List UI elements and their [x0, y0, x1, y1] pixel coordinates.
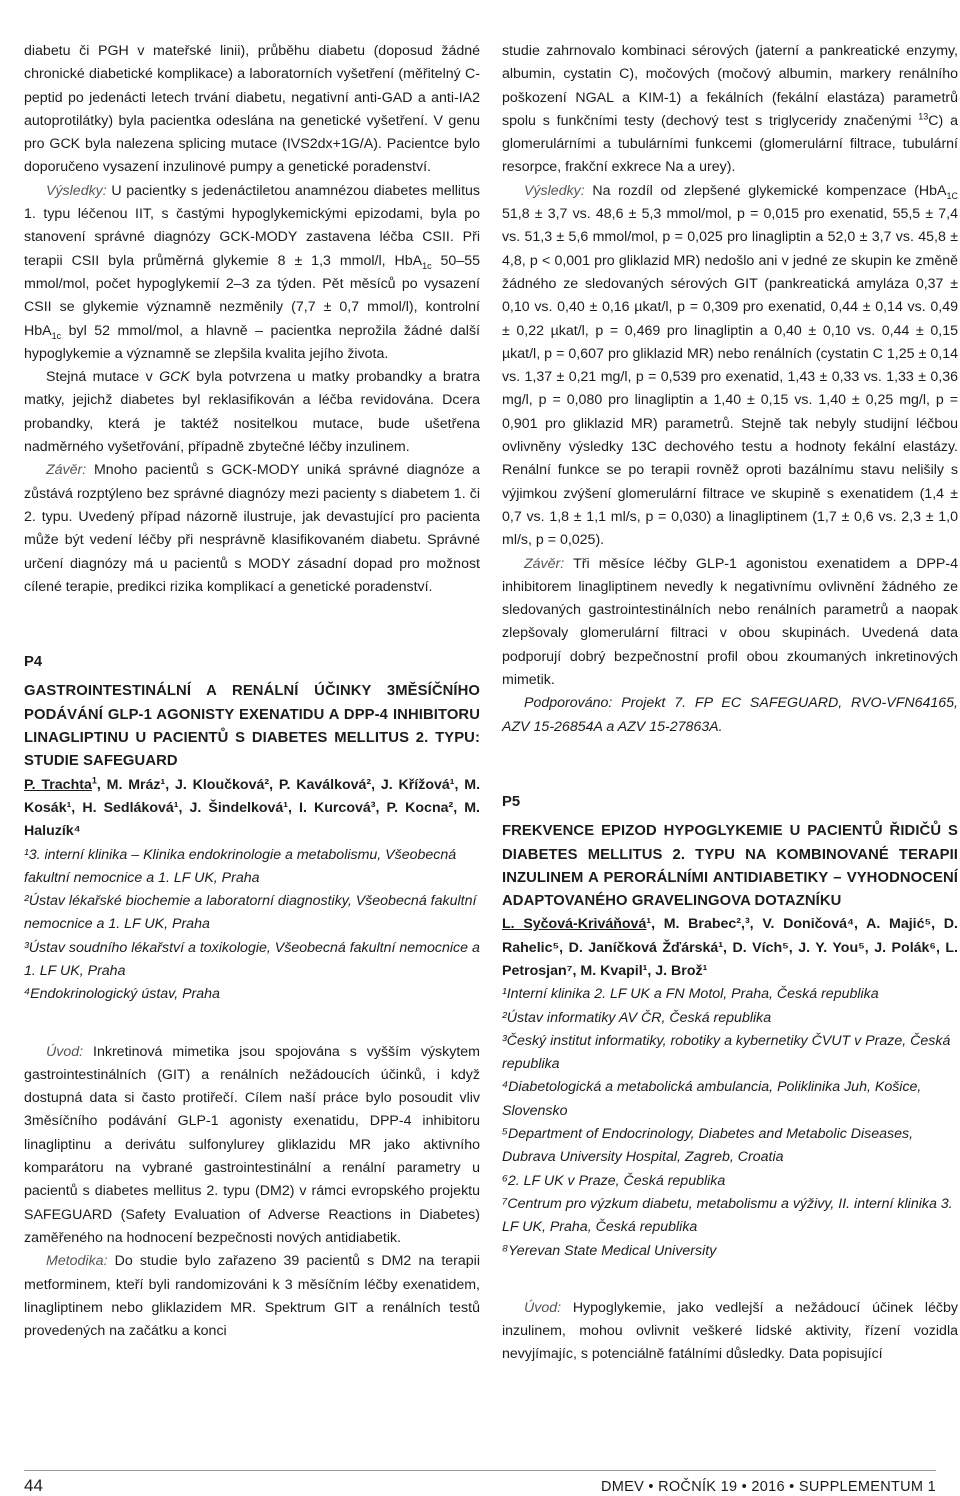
case-report-text: diabetu či PGH v mateřské linii), průběhu diabetu (doposud žádné chronické diabetické komplikace) a laboratorních vyšetření (měřitelný C-peptid po jedenácti letech trvání diabetu, negativní anti-GAD a anti-IA2 autoprotilátky) byla pacientka odeslána na genetické vyšetření. V genu pro GCK byla nalezena splicing mutace (IVS2dx+1G/A). Pacientce bylo doporučeno vysazení inzulinové pumpy a genetické poradenství. — [24, 43, 480, 176]
affiliation: ⁴Diabetologická a metabolická ambulancia, Poliklinika Juh, Košice, Slovensko — [502, 1079, 922, 1119]
footer-divider — [24, 1470, 936, 1471]
methods-label: Metodika: — [46, 1253, 108, 1270]
affiliation: ³Ústav soudního lékařství a toxikologie, Všeobecná fakultní nemocnice a 1. LF UK, Praha — [24, 939, 480, 979]
presenting-author: L. Syčová-Kriváňová — [502, 916, 647, 933]
results-label: Výsledky: — [524, 182, 585, 199]
affiliation: ¹Interní klinika 2. LF UK a FN Motol, Praha, Česká republika — [502, 986, 879, 1003]
methods-paragraph: Metodika: Do studie bylo zařazeno 39 pacientů s DM2 na terapii metforminem, kteří byli randomizováni k 3 měsíčním léčby exenatidem, linagliptinem nebo gliklazidem MR. Spektrum GIT a renálních testů provedených na začátku a konci — [24, 1253, 480, 1340]
introduction-label: Úvod: — [46, 1043, 84, 1060]
funding-note: Podporováno: Projekt 7. FP EC SAFEGUARD, RVO-VFN64165, AZV 15-26854A a AZV 15-27863A. — [502, 695, 958, 735]
abstract-title: FREKVENCE EPIZOD HYPOGLYKEMIE U PACIENTŮ ŘIDIČŮ S DIABETES MELLITUS 2. TYPU NA KOMBINOVANÉ TERAPII INZULINEM A PERORÁLNÍMI ANTIDIABETIKY – VYHODNOCENÍ ADAPTOVANÉHO GRAVELINGOVA DOTAZNÍKU — [502, 823, 958, 910]
introduction-paragraph: Úvod: Inkretinová mimetika jsou spojována s vyšším výskytem gastrointestinálních (GIT) a renálních nežádoucích účinků, i když dostupná data si často protiřečí. Cílem naší práce bylo posoudit vliv 3měsíčního podávání GLP-1 agonisty exenatidu, DPP-4 inhibitoru linagliptinu a derivátu sulfonylurey gliklazidu MR jako aktivního komparátoru na vybrané gastrointestinální a renální parametry u pacientů s diabetes mellitus 2. typu (DM2) v rámci evropského projektu SAFEGUARD (Safety Evaluation of Adverse Reactions in Diabetes) zaměřeného na hodnocení bezpečnosti nových antidiabetik. — [24, 1043, 480, 1246]
abstract-number: P4 — [24, 654, 43, 671]
affiliation: ²Ústav informatiky AV ČR, Česká republika — [502, 1009, 772, 1026]
affiliation: ⁴Endokrinologický ústav, Praha — [24, 986, 220, 1003]
author-list: P. Trachta$^1$, M. Mráz¹, J. Kloučková², P. Kaválková², J. Křížová¹, M. Kosák¹, H. Sedláková¹, J. Šindelková¹, I. Kurcová³, P. Kocna², M. Haluzík⁴ — [24, 774, 481, 840]
right-column — [502, 40, 958, 1367]
family-paragraph: Stejná mutace v GCK byla potvrzena u matky probandky a bratra matky, jejichž diabetes byl reklasifikován a léčba revidována. Dcera probandky, která je taktéž nositelkou mutace, bude ušetřena nadměrného vyšetřování, případně zbytečné léčby inzulinem. — [24, 369, 480, 456]
conclusion-label: Závěr: — [524, 555, 565, 572]
affiliation: ³Český institut informatiky, robotiky a kybernetiky ČVUT v Praze, Česká republika — [502, 1032, 951, 1073]
affiliation: ⁸Yerevan State Medical University — [502, 1242, 717, 1259]
affiliations — [24, 844, 480, 1007]
results-paragraph: Výsledky: Na rozdíl od zlepšené glykemické kompenzace (HbA$_{1C}$ 51,8 ± 3,7 vs. 48,6 ± 5,3 mmol/mol, p = 0,015 pro exenatid, 55,5 ± 7,4 vs. 51,3 ± 5,6 mmol/mol, p = 0,025 pro linagliptin a 52,0 ± 3,7 vs. 45,8 ± 4,8, p < 0,001 pro gliklazid MR) nedošlo ani v jedné ze skupin ke změně žádného ze sledovaných sérových GIT (pankreatická amyláza 0,37 ± 0,10 vs. 0,40 ± 0,16 µkat/l, p = 0,309 pro exenatid, 0,44 ± 0,14 vs. 0,49 ± 0,22 µkat/l, p = 0,469 pro linagliptin a 0,40 ± 0,10 vs. 0,44 ± 0,15 µkat/l, p = 0,607 pro gliklazid MR) nebo renálních (cystatin C 1,25 ± 0,14 vs. 1,37 ± 0,21 mg/l, p = 0,539 pro exenatid, 1,43 ± 0,33 vs. 1,33 ± 0,36 mg/l, p = 0,080 pro linagliptin a 1,40 ± 0,15 vs. 1,40 ± 0,25 mg/l, p = 0,901 pro gliklazid MR) parametrů. Stejně tak nebyly studijní léčbou ovlivněny výsledky 13C dechového testu a hodnoty fekální elastázy. Renální funkce se po terapii rovněž oproti bazálnímu stavu nelišily s výjimkou zvýšení glomerulární filtrace ve skupině s exenatidem (1,4 ± 0,7 vs. 1,8 ± 1,1 ml/s, p = 0,030) a linagliptinem (1,7 ± 0,6 vs. 2,3 ± 1,0 ml/s, p = 0,025). — [502, 182, 958, 549]
affiliation: ⁵Department of Endocrinology, Diabetes and Metabolic Diseases, Dubrava University Hospital, Zagreb, Croatia — [502, 1126, 914, 1166]
results-paragraph: Výsledky: U pacientky s jedenáctiletou anamnézou diabetes mellitus 1. typu léčenou IIT, s častými hypoglykemickými epizodami, byla po stanovení správné diagnózy GCK-MODY zastavena léčba CSII. Při terapii CSII byla průměrná glykemie 8 ± 1,3 mmol/l, HbA$_{1c}$ 50–55 mmol/mol, počet hypoglykemií 2–3 za týden. Pět měsíců po vysazení CSII se glykemie významně nezměnily (7,7 ± 0,7 mmol/l), kontrolní HbA$_{1c}$ byl 52 mmol/mol, a hlavně – pacientka neprožila žádné další hypoglykemie a významně se zlepšila kvalita jejího života. — [24, 182, 480, 362]
presenting-author: P. Trachta — [24, 776, 92, 793]
methods-continued: studie zahrnovalo kombinaci sérových (jaterní a pankreatické enzymy, albumin, cystatin C), močových (močový albumin, markery renálního poškození NGAL a KIM-1) a fekálních (fekální elastáza) parametrů spolu s funkčními testy (dechový test s triglyceridy značenými $^{13}$C) a glomerulárními a tubulárními funkcemi (glomerulární filtrace, tubulární resorpce, frakční exkrece Na a urey). — [502, 43, 958, 176]
affiliation: ¹3. interní klinika – Klinika endokrinologie a metabolismu, Všeobecná fakultní nemocnice a 1. LF UK, Praha — [24, 846, 457, 886]
conclusion-paragraph: Závěr: Mnoho pacientů s GCK-MODY uniká správné diagnóze a zůstává rozptýleno bez správné diagnózy mezi pacienty s diabetem 1. či 2. typu. Uvedený případ názorně ilustruje, jak devastující pro pacienta může být vedení léčby při nesprávně klasifikovaném diabetu. Správné určení diagnózy má u pacientů s MODY zásadní dopad pro možnost cílené terapie, predikci rizika komplikací a genetické poradenství. — [24, 462, 480, 595]
left-column — [24, 40, 480, 1343]
results-label: Výsledky: — [46, 182, 107, 199]
conclusion-label: Závěr: — [46, 462, 87, 479]
affiliation: ²Ústav lékařské biochemie a laboratorní diagnostiky, Všeobecná fakultní nemocnice a 1. LF UK, Praha — [24, 893, 477, 933]
abstract-title: GASTROINTESTINÁLNÍ A RENÁLNÍ ÚČINKY 3MĚSÍČNÍHO PODÁVÁNÍ GLP-1 AGONISTY EXENATIDU A DPP-4 INHIBITORU LINAGLIPTINU U PACIENTŮ S DIABETES MELLITUS 2. TYPU: STUDIE SAFEGUARD — [24, 683, 480, 770]
affiliations — [502, 983, 958, 1263]
page-number: 44 — [24, 1476, 43, 1495]
affiliation: ⁷Centrum pro výzkum diabetu, metabolismu a výživy, II. interní klinika 3. LF UK, Praha, Česká republika — [502, 1195, 953, 1236]
abstract-number: P5 — [502, 793, 521, 810]
introduction-paragraph: Úvod: Hypoglykemie, jako vedlejší a nežádoucí účinek léčby inzulinem, mohou ovlivnit veškeré lidské aktivity, řízení vozidla nevyjímajíc, s potenciálně fatálními důsledky. Data popisující — [502, 1299, 958, 1363]
journal-footer: DMEV • ROČNÍK 19 • 2016 • SUPPLEMENTUM 1 — [600, 1479, 936, 1495]
conclusion-paragraph: Závěr: Tři měsíce léčby GLP-1 agonistou exenatidem a DPP-4 inhibitorem linagliptinem nevedly k negativnímu ovlivnění žádného ze sledovaných gastrointestinálních nebo renálních parametrů a naopak zlepšovaly glomerulární filtraci v obou skupinách. Uvedená data podporují dobrý bezpečnostní profil obou zkoumaných inkretinových mimetik. — [502, 555, 959, 689]
affiliation: ⁶2. LF UK v Praze, Česká republika — [502, 1172, 726, 1189]
author-list: L. Syčová-Kriváňová¹, M. Brabec²,³, V. Doničová⁴, A. Majić⁵, D. Rahelic⁵, D. Janíčková Žďárská¹, D. Vích⁵, J. Y. You⁵, J. Polák⁶, L. Petrosjan⁷, M. Kvapil¹, J. Brož¹ — [502, 916, 958, 979]
introduction-label: Úvod: — [524, 1299, 562, 1316]
